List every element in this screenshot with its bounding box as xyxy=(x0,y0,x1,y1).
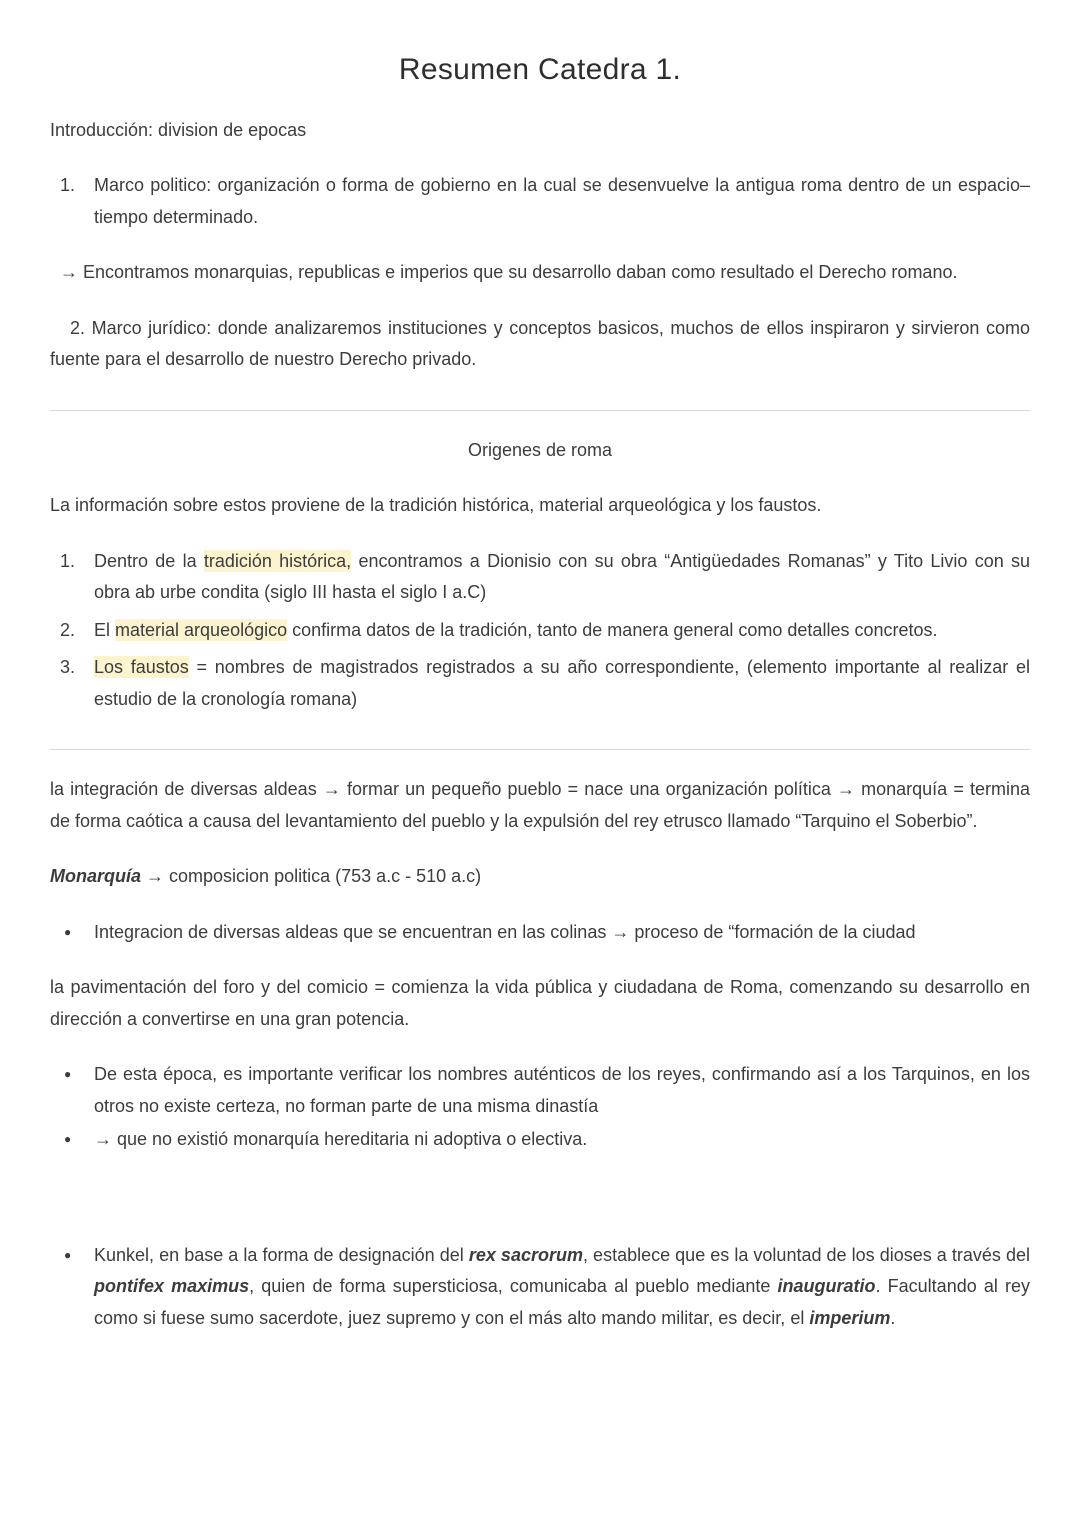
list-number: 2. xyxy=(60,619,76,640)
emphasized-term: pontifex maximus xyxy=(94,1276,250,1296)
highlighted-text: material arqueológico xyxy=(115,619,288,640)
text-run: la pavimentación del foro y del comicio = comienza la vida pública y ciudadana de Roma, comenzando su desarrollo en dirección a convertirse en una gran potencia. xyxy=(50,977,1030,1029)
emphasized-term: rex sacrorum xyxy=(468,1244,583,1265)
text-run: → composicion politica (753 a.c - 510 a.c) xyxy=(141,866,482,886)
list-item-text xyxy=(94,170,1030,233)
list-number: 3. xyxy=(60,657,76,677)
emphasized-term: inauguratio xyxy=(777,1276,876,1296)
bullet-list-item xyxy=(50,1240,1030,1335)
intro-heading xyxy=(50,115,1030,147)
bullet-list-item xyxy=(50,917,1030,949)
emphasized-term: imperium xyxy=(809,1307,891,1328)
paragraph xyxy=(50,313,1030,376)
bullet-icon xyxy=(64,1124,94,1156)
bullet-icon xyxy=(64,1240,94,1335)
section-divider xyxy=(50,749,1030,750)
bullet-icon xyxy=(64,917,94,949)
list-item-text xyxy=(94,615,1030,647)
text-run: La información sobre estos proviene de la tradición histórica, material arqueológica y los faustos. xyxy=(50,495,822,515)
text-run: Kunkel, en base a la forma de designación del xyxy=(94,1244,469,1265)
text-run: la integración de diversas aldeas → formar un pequeño pueblo = nace una organización política → monarquía = termina de forma caótica a causa del levantamiento del pueblo y la expulsión del rey etrusco llamado “Tarquino el Soberbio”. xyxy=(50,779,1030,831)
list-item-text xyxy=(94,652,1030,715)
emphasized-term: Monarquía xyxy=(50,866,142,886)
list-number: 1. xyxy=(60,175,76,195)
text-run: confirma datos de la tradición, tanto de manera general como detalles concretos. xyxy=(287,619,938,640)
highlighted-text: tradición histórica, xyxy=(203,550,352,571)
numbered-list-item xyxy=(50,546,1030,609)
text-run: encontramos a Dionisio con su obra “Antigüedades Romanas” y Tito Livio con su obra ab urbe condita (siglo III hasta el siglo I a.C) xyxy=(94,550,1030,602)
spacer xyxy=(50,1156,1030,1216)
list-item-text xyxy=(94,1124,1030,1156)
text-run: , quien de forma supersticiosa, comunicaba al pueblo mediante xyxy=(249,1276,778,1296)
section-divider xyxy=(50,410,1030,411)
numbered-list-item xyxy=(50,170,1030,233)
bullet-list-item xyxy=(50,1059,1030,1122)
list-item-text xyxy=(94,546,1030,609)
text-run: Origenes de roma xyxy=(467,439,613,460)
text-run: → que no existió monarquía hereditaria ni adoptiva o electiva. xyxy=(94,1129,588,1149)
list-item-text xyxy=(94,917,1030,949)
document-title xyxy=(50,50,1030,91)
text-run: El xyxy=(94,619,116,640)
monarquia-line xyxy=(50,861,1030,893)
paragraph xyxy=(50,972,1030,1035)
text-run: Marco politico: organización o forma de gobierno en la cual se desenvuelve la antigua roma dentro de un espacio–tiempo determinado. xyxy=(94,175,1030,227)
text-run: = nombres de magistrados registrados a su año correspondiente, (elemento importante al realizar el estudio de la cronología romana) xyxy=(94,657,1030,709)
origins-heading xyxy=(50,435,1030,467)
highlighted-text: Los faustos xyxy=(94,657,189,677)
list-number: 1. xyxy=(60,550,76,571)
text-run: . Facultando al rey como si fuese sumo sacerdote, juez supremo y con el más alto mando militar, es decir, el xyxy=(94,1276,1030,1328)
numbered-list-item xyxy=(50,615,1030,647)
numbered-list-item xyxy=(50,652,1030,715)
text-run: Introducción: division de epocas xyxy=(50,119,307,140)
paragraph xyxy=(50,774,1030,837)
text-run: . xyxy=(890,1307,896,1328)
bullet-icon xyxy=(64,1059,94,1122)
list-item-text xyxy=(94,1240,1030,1335)
text-run: Dentro de la xyxy=(94,550,204,571)
text-run: → Encontramos monarquias, republicas e imperios que su desarrollo daban como resultado el Derecho romano. xyxy=(60,262,958,282)
paragraph xyxy=(50,490,1030,522)
text-run: Resumen Catedra 1. xyxy=(398,53,682,86)
bullet-list-item xyxy=(50,1124,1030,1156)
text-run: Integracion de diversas aldeas que se encuentran en las colinas → proceso de “formación de la ciudad xyxy=(94,921,916,942)
text-run: 2. Marco jurídico: donde analizaremos instituciones y conceptos basicos, muchos de ellos inspiraron y sirvieron como fuente para el desarrollo de nuestro Derecho privado. xyxy=(50,317,1030,369)
paragraph xyxy=(50,257,1030,289)
list-item-text xyxy=(94,1059,1030,1122)
text-run: , establece que es la voluntad de los dioses a través del xyxy=(582,1244,1030,1265)
text-run: De esta época, es importante verificar los nombres auténticos de los reyes, confirmando así a los Tarquinos, en los otros no existe certeza, no forman parte de una misma dinastía xyxy=(94,1064,1030,1116)
